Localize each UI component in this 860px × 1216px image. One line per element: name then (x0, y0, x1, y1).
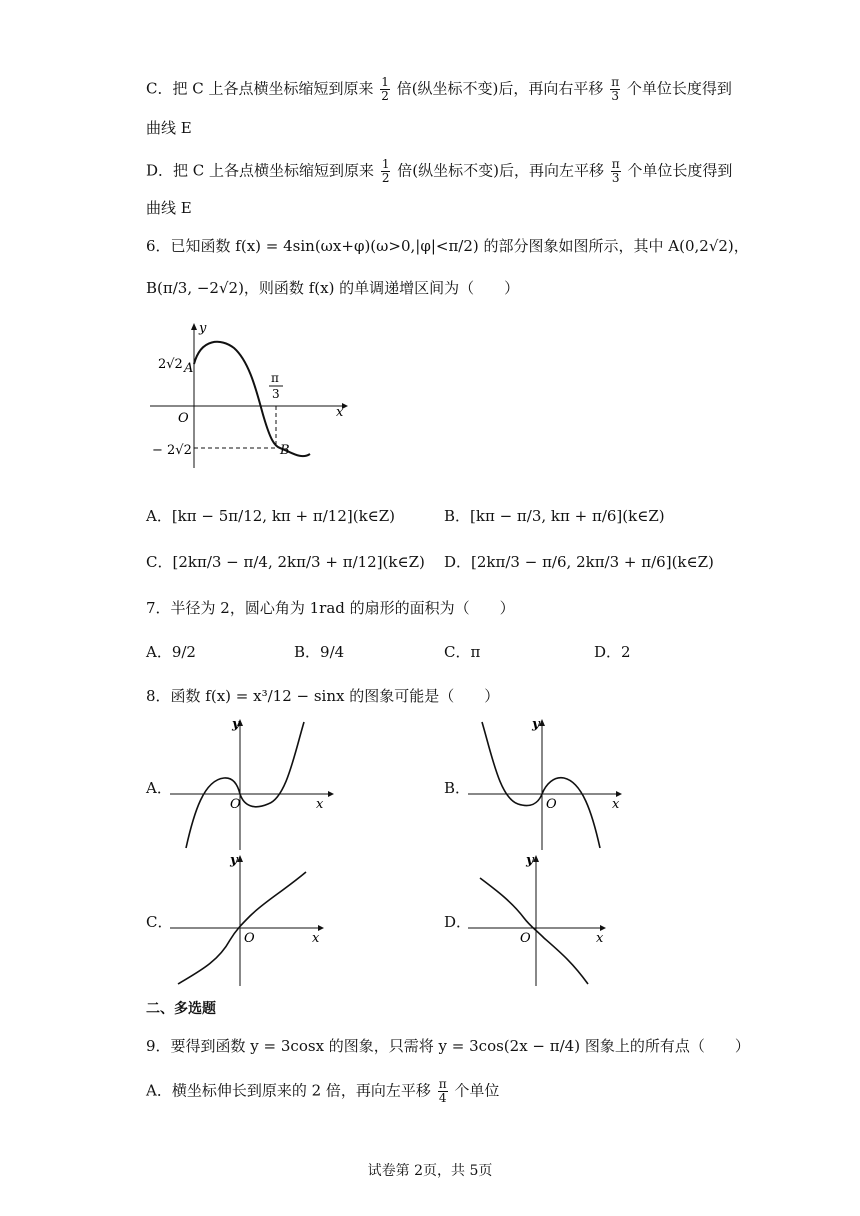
q9-option-a (146, 1078, 499, 1105)
q5-d-text-3: 个单位长度得到 (627, 161, 733, 180)
q5-c-line2: 曲线 E (146, 119, 192, 137)
frac-den: 2 (381, 89, 389, 103)
q5-c-text-2: 倍(纵坐标不变)后，再向右平移 (396, 79, 604, 98)
q5-d-line2: 曲线 E (146, 199, 192, 217)
q6-a-label: A (184, 361, 194, 376)
axis-x-label: x (596, 931, 604, 946)
frac-num: 1 (381, 75, 389, 89)
q7-option-b: B．9/4 (294, 643, 345, 661)
q6-stem-1: 6．已知函数 f(x) = 4sin(ωx+φ)(ω>0,|φ|<π/2) 的部分图象如图所示，其中 A(0,2√2)， (146, 237, 749, 255)
fraction-pi-4 (438, 1078, 448, 1105)
fraction-pi-3 (610, 76, 620, 103)
q8-stem: 8．函数 f(x) = x³/12 − sinx 的图象可能是（ ） (146, 687, 500, 705)
origin-label: O (230, 797, 241, 812)
axis-y-label: y (532, 717, 540, 732)
q8-label-a: A． (146, 779, 172, 797)
section-title: 二、多选题 (146, 1001, 216, 1017)
q8-label-b: B． (444, 779, 471, 797)
q6-origin: O (178, 411, 189, 426)
q8-label-d: D． (444, 913, 472, 931)
frac-num: 1 (381, 157, 390, 171)
origin-label: O (520, 931, 531, 946)
q8-graph-a (168, 716, 338, 852)
q6-option-c: C．[2kπ/3 − π/4, 2kπ/3 + π/12](k∈Z) (146, 553, 425, 571)
q6-graph (146, 318, 356, 478)
axis-y-label: y (526, 853, 534, 868)
q6-x-label: x (336, 405, 344, 420)
frac-den: 3 (611, 171, 620, 185)
q6-pi-label: π (271, 371, 279, 385)
frac-den: 2 (381, 171, 390, 185)
axis-y-label: y (232, 717, 240, 732)
frac-num: π (611, 157, 620, 171)
q7-option-a: A．9/2 (146, 643, 196, 661)
axis-x-label: x (312, 931, 320, 946)
origin-label: O (546, 797, 557, 812)
axis-y-label: y (230, 853, 238, 868)
q8-graph-c (168, 852, 338, 988)
q7-option-c: C．π (444, 643, 481, 661)
q6-option-d: D．[2kπ/3 − π/6, 2kπ/3 + π/6](k∈Z) (444, 553, 714, 571)
fraction-pi-3 (611, 158, 621, 185)
frac-num: π (438, 1077, 447, 1091)
q6-y-pos: 2√2 (158, 357, 183, 372)
q9-a-text-2: 个单位 (454, 1081, 500, 1100)
frac-den: 4 (438, 1091, 447, 1105)
q6-y-label: y (199, 321, 207, 336)
q5-c-text-3: 个单位长度得到 (626, 79, 732, 98)
frac-den: 3 (611, 89, 619, 103)
q6-option-b: B．[kπ − π/3, kπ + π/6](k∈Z) (444, 507, 665, 525)
q6-y-neg: − 2√2 (152, 443, 192, 458)
q5-d-text-2: 倍(纵坐标不变)后，再向左平移 (397, 161, 604, 180)
origin-label: O (244, 931, 255, 946)
q8-graph-d (466, 852, 636, 988)
q5-option-d (146, 158, 732, 185)
q7-stem: 7．半径为 2，圆心角为 1rad 的扇形的面积为（ ） (146, 599, 515, 617)
frac-num: π (611, 75, 620, 89)
q8-label-c: C． (146, 913, 173, 931)
q6-b-label: B (280, 443, 290, 458)
q5-c-text: C．把 C 上各点横坐标缩短到原来 (146, 79, 374, 98)
fraction-half (381, 158, 391, 185)
q5-option-c (146, 76, 732, 103)
q9-stem: 9．要得到函数 y = 3cosx 的图象，只需将 y = 3cos(2x − π/4) 图象上的所有点（ ） (146, 1037, 750, 1055)
q5-d-text: D．把 C 上各点横坐标缩短到原来 (146, 161, 375, 180)
q7-option-d: D．2 (594, 643, 631, 661)
q6-option-a: A．[kπ − 5π/12, kπ + π/12](k∈Z) (146, 507, 396, 525)
q8-graph-b (466, 716, 636, 852)
axis-x-label: x (612, 797, 620, 812)
axis-x-label: x (316, 797, 324, 812)
q6-stem-2: B(π/3, −2√2)，则函数 f(x) 的单调递增区间为（ ） (146, 279, 520, 297)
fraction-half (380, 76, 390, 103)
q6-three-label: 3 (272, 387, 280, 401)
page-footer: 试卷第 2页，共 5页 (367, 1163, 493, 1179)
q9-a-text: A．横坐标伸长到原来的 2 倍，再向左平移 (146, 1081, 431, 1100)
